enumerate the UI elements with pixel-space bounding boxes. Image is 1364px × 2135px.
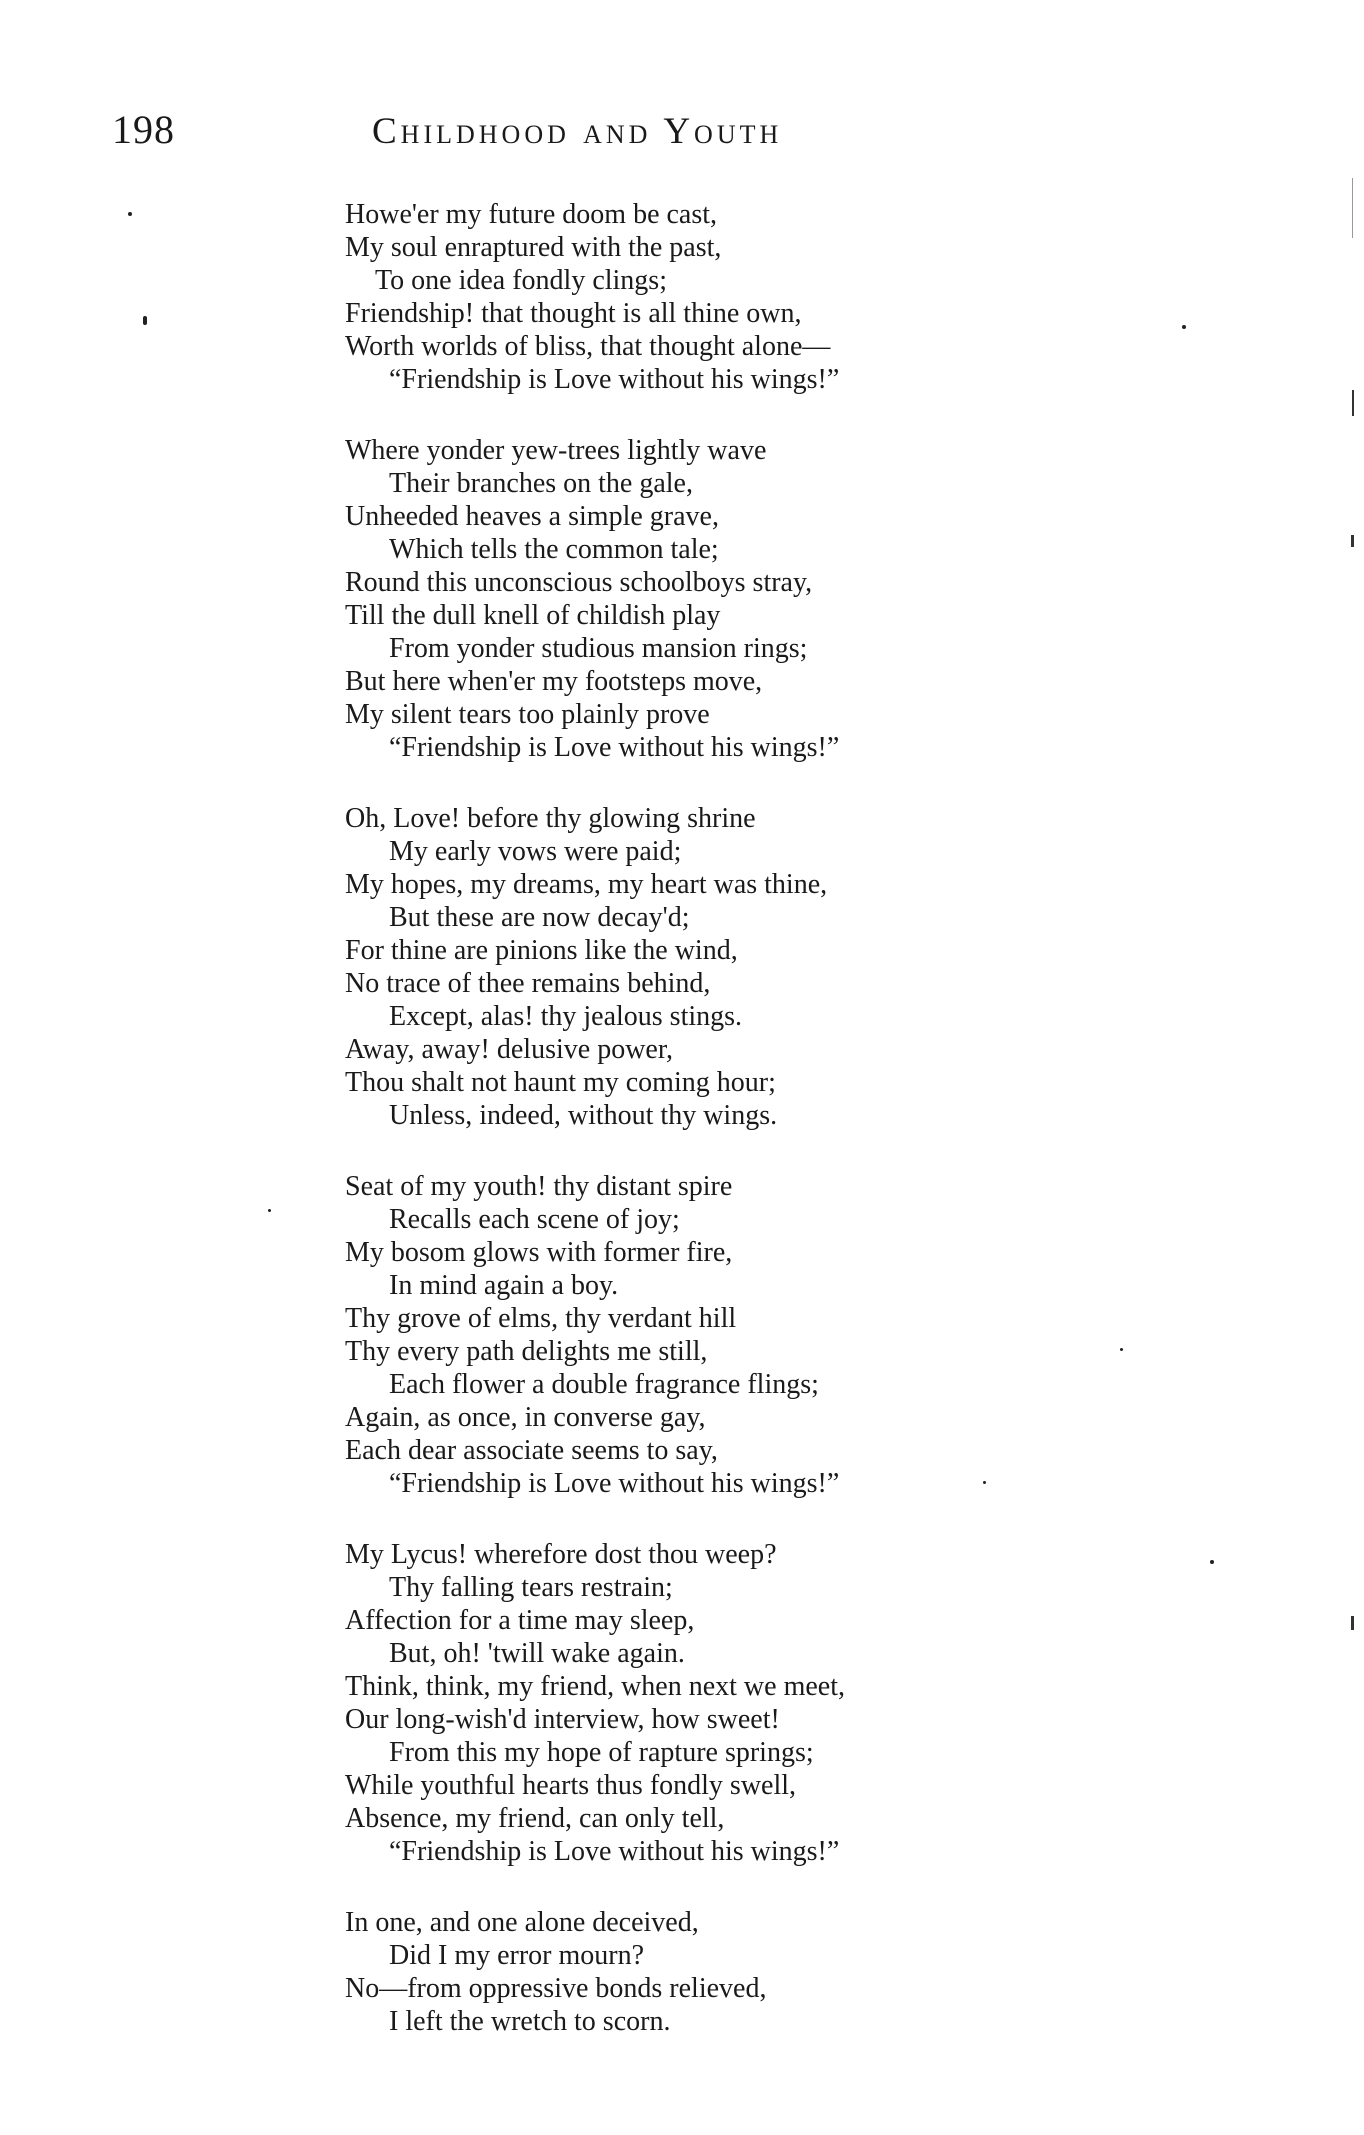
stanza	[345, 1170, 1045, 1500]
poem-line: For thine are pinions like the wind,	[345, 935, 738, 966]
stanza	[345, 198, 1045, 396]
poem-line: Recalls each scene of joy;	[389, 1204, 680, 1235]
poem-line: Round this unconscious schoolboys stray,	[345, 567, 813, 598]
scan-speck	[1182, 325, 1186, 329]
poem-line: My hopes, my dreams, my heart was thine,	[345, 869, 828, 900]
poem-line: Except, alas! thy jealous stings.	[389, 1001, 743, 1032]
scan-speck	[1120, 1348, 1123, 1351]
poem-line: My bosom glows with former fire,	[345, 1237, 733, 1268]
stanza	[345, 1538, 1045, 1868]
poem-line: Each flower a double fragrance flings;	[389, 1369, 819, 1400]
poem-line: Unheeded heaves a simple grave,	[345, 501, 719, 532]
poem-line: I left the wretch to scorn.	[389, 2006, 671, 2037]
poem-line: Our long-wish'd interview, how sweet!	[345, 1704, 780, 1735]
scan-edge-mark	[1352, 390, 1354, 416]
poem-line: Affection for a time may sleep,	[345, 1605, 695, 1636]
poem-line: Absence, my friend, can only tell,	[345, 1803, 725, 1834]
stanza	[345, 802, 1045, 1132]
poem-line: Again, as once, in converse gay,	[345, 1402, 706, 1433]
page-number: 198	[112, 107, 175, 152]
poem-line: Unless, indeed, without thy wings.	[389, 1100, 778, 1131]
poem-line: Thy falling tears restrain;	[389, 1572, 673, 1603]
poem-line: Oh, Love! before thy glowing shrine	[345, 803, 756, 834]
poem-line: My early vows were paid;	[389, 836, 682, 867]
poem-line: No—from oppressive bonds relieved,	[345, 1973, 767, 2004]
poem-line: Did I my error mourn?	[389, 1940, 645, 1971]
poem-line: In one, and one alone deceived,	[345, 1907, 699, 1938]
scan-edge-mark	[1352, 178, 1353, 238]
poem-line: Thy grove of elms, thy verdant hill	[345, 1303, 737, 1334]
poem-line: Till the dull knell of childish play	[345, 600, 721, 631]
poem-line: “Friendship is Love without his wings!”	[389, 364, 840, 395]
poem-line: My silent tears too plainly prove	[345, 699, 710, 730]
poem-line: To one idea fondly clings;	[375, 265, 667, 296]
scan-edge-mark	[1351, 535, 1354, 547]
poem-line: But here when'er my footsteps move,	[345, 666, 763, 697]
poem-line: But, oh! 'twill wake again.	[389, 1638, 685, 1669]
poem-line: From this my hope of rapture springs;	[389, 1737, 814, 1768]
poem-line: “Friendship is Love without his wings!”	[389, 1468, 840, 1499]
poem-line: Worth worlds of bliss, that thought alone—	[345, 331, 831, 362]
poem-line: Their branches on the gale,	[389, 468, 693, 499]
poem-line: My soul enraptured with the past,	[345, 232, 722, 263]
poem-line: Each dear associate seems to say,	[345, 1435, 718, 1466]
poem-line: My Lycus! wherefore dost thou weep?	[345, 1539, 777, 1570]
poem-line: From yonder studious mansion rings;	[389, 633, 808, 664]
poem-line: No trace of thee remains behind,	[345, 968, 711, 999]
scan-edge-mark	[1351, 1616, 1354, 1630]
poem-line: “Friendship is Love without his wings!”	[389, 732, 840, 763]
poem-line: While youthful hearts thus fondly swell,	[345, 1770, 797, 1801]
poem-line: In mind again a boy.	[389, 1270, 619, 1301]
scan-speck	[983, 1481, 986, 1484]
stanza	[345, 1906, 1045, 2038]
poem-line: Friendship! that thought is all thine own,	[345, 298, 802, 329]
poem-line: Think, think, my friend, when next we meet,	[345, 1671, 845, 1702]
poem-line: But these are now decay'd;	[389, 902, 690, 933]
poem-line: Thy every path delights me still,	[345, 1336, 708, 1367]
poem-line: “Friendship is Love without his wings!”	[389, 1836, 840, 1867]
poem-line: Which tells the common tale;	[389, 534, 719, 565]
scan-speck	[128, 212, 132, 216]
scan-speck	[268, 1209, 271, 1212]
poem-line: Howe'er my future doom be cast,	[345, 199, 718, 230]
poem-line: Thou shalt not haunt my coming hour;	[345, 1067, 776, 1098]
poem	[345, 198, 1045, 2038]
poem-line: Away, away! delusive power,	[345, 1034, 674, 1065]
poem-line: Seat of my youth! thy distant spire	[345, 1171, 733, 1202]
running-head: Childhood and Youth	[372, 111, 783, 152]
poem-line: Where yonder yew-trees lightly wave	[345, 435, 767, 466]
scan-speck	[143, 316, 147, 325]
scan-speck	[1210, 1560, 1214, 1564]
stanza	[345, 434, 1045, 764]
